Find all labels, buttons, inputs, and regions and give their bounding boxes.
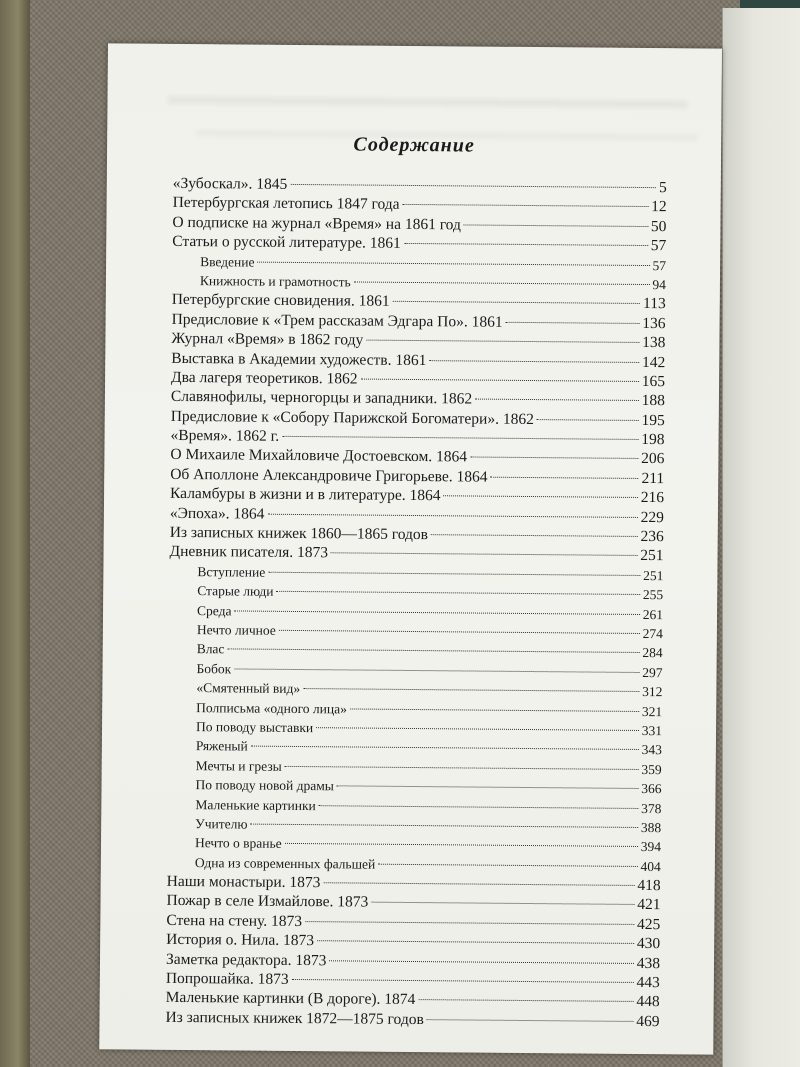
toc-entry-title: Пожар в селе Измайлове. 1873	[166, 892, 369, 912]
dot-leader	[337, 785, 638, 789]
toc-entry-page: 359	[641, 761, 662, 777]
dot-leader	[250, 823, 637, 827]
toc-entry-page: 50	[650, 217, 667, 235]
toc-entry-page: 469	[636, 1012, 660, 1030]
toc-entry-page: 57	[652, 257, 667, 273]
toc-entry-title: Славянофилы, черногорцы и западники. 1862	[170, 388, 473, 408]
toc-entry-page: 343	[641, 742, 662, 758]
toc-entry-page: 284	[642, 645, 663, 661]
facing-page-edge	[722, 8, 800, 1067]
toc-entry-title: Два лагеря теоретиков. 1862	[171, 368, 358, 388]
toc-entry-title: Каламбуры в жизни и в литературе. 1864	[170, 485, 441, 505]
toc-entry-title: Об Аполлоне Александровиче Григорьеве. 1864	[170, 465, 488, 486]
dot-leader	[303, 688, 639, 692]
toc-entry-title: Мечты и грезы	[195, 757, 282, 774]
toc-entry-page: 216	[640, 489, 665, 507]
dot-leader	[443, 496, 637, 499]
toc-entry-page: 206	[641, 450, 665, 468]
toc-entry-page: 388	[640, 819, 662, 836]
toc-entry-title: Петербургская летопись 1847 года	[172, 194, 400, 214]
dot-leader	[393, 301, 640, 304]
toc-entry-page: 12	[651, 198, 667, 216]
dot-leader	[470, 457, 638, 459]
toc-entry-title: Выставка в Академии художеств. 1861	[171, 349, 427, 369]
toc-entry-page: 195	[641, 411, 665, 429]
toc-entry-page: 425	[637, 915, 661, 934]
dot-leader	[371, 902, 634, 905]
toc-entry-title: Одна из современных фальшей	[194, 854, 376, 872]
toc-entry-page: 229	[640, 508, 664, 526]
toc-entry-page: 404	[640, 858, 661, 874]
toc-entry-title: Бобок	[196, 660, 232, 677]
dot-leader	[267, 513, 637, 517]
toc-entry-title: Влас	[196, 641, 225, 657]
dot-leader	[403, 204, 649, 207]
toc-entry-title: О Михаиле Михайловиче Достоевском. 1864	[170, 446, 468, 466]
toc-entry-page: 113	[642, 295, 666, 313]
dot-leader	[234, 668, 639, 673]
dot-leader	[429, 360, 639, 363]
toc-entry-title: Дневник писателя. 1873	[169, 543, 329, 562]
dot-leader	[282, 436, 638, 440]
dot-leader	[279, 630, 640, 634]
toc-entry-page: 418	[637, 877, 661, 895]
toc-entry-page: 251	[643, 567, 664, 583]
toc-entry-page: 136	[642, 314, 666, 332]
dot-leader	[350, 708, 639, 712]
dot-leader	[361, 378, 639, 381]
toc-entry-title: «Эпоха». 1864	[169, 504, 265, 523]
toc-entry-page: 274	[642, 625, 663, 642]
toc-entry-page: 297	[642, 664, 663, 680]
toc-entry-page: 5	[658, 179, 667, 197]
dot-leader	[427, 1019, 633, 1022]
dot-leader	[537, 419, 639, 421]
dot-leader	[251, 746, 639, 750]
toc-entry-page: 378	[641, 800, 662, 816]
book-page	[99, 43, 722, 1054]
toc-entry-title: Маленькие картинки (В дороге). 1874	[165, 989, 416, 1009]
toc-entry-title: «Зубоскал». 1845	[172, 174, 288, 193]
toc-entry	[165, 1008, 659, 1032]
toc-entry-title: Стена на стену. 1873	[166, 911, 303, 930]
toc-entry-page: 421	[637, 896, 661, 914]
book-cover-edge	[0, 0, 30, 1067]
dot-leader	[285, 766, 639, 770]
toc-entry-title: «Время». 1862 г.	[170, 426, 280, 445]
toc-entry-title: Нечто о вранье	[194, 835, 282, 852]
toc-entry-title: Предисловие к «Собору Парижской Богоматери». 1862	[170, 407, 534, 428]
toc-entry-title: Наши монастыри. 1873	[166, 872, 321, 892]
toc-entry-title: О подписке на журнал «Время» на 1861 год	[172, 213, 461, 234]
dot-leader	[431, 534, 637, 537]
toc-entry-page: 366	[641, 781, 662, 797]
toc-entry-page: 236	[640, 528, 664, 546]
toc-entry-page: 188	[641, 392, 665, 410]
toc-entry-title: Вступление	[197, 563, 266, 580]
dot-leader	[464, 224, 648, 227]
toc-entry-title: Старые люди	[197, 583, 274, 599]
dot-leader	[404, 243, 648, 246]
toc-entry-page: 261	[642, 606, 664, 622]
dot-leader	[234, 610, 639, 615]
toc-entry-page: 251	[640, 547, 664, 565]
dot-leader	[331, 553, 637, 557]
dot-leader	[316, 727, 639, 731]
page-title: Содержание	[353, 133, 475, 157]
toc-entry-title: Полписьма «одного лица»	[196, 699, 347, 716]
toc-entry-title: Из записных книжек 1860—1865 годов	[169, 523, 429, 544]
toc-entry-title: Статьи о русской литературе. 1861	[172, 233, 401, 253]
toc-entry-page: 312	[642, 684, 663, 700]
toc-entry-title: Из записных книжек 1872—1875 годов	[165, 1008, 424, 1028]
toc-entry-page: 448	[636, 993, 660, 1011]
dot-leader	[354, 281, 650, 285]
toc-entry-page: 142	[641, 353, 666, 371]
table-of-contents	[165, 174, 666, 1031]
toc-entry-title: По поводу выставки	[195, 719, 314, 736]
dot-leader	[285, 843, 638, 847]
toc-entry-title: По поводу новой драмы	[195, 777, 334, 794]
toc-entry-page: 138	[642, 334, 666, 352]
dot-leader	[491, 477, 639, 479]
toc-entry-page: 255	[642, 587, 664, 603]
dot-leader	[277, 591, 640, 595]
toc-entry-title: Предисловие к «Трем рассказам Эдгара По». 1861	[171, 310, 503, 331]
toc-entry-page: 57	[650, 237, 667, 255]
toc-entry-page: 443	[636, 973, 660, 992]
toc-entry-title: История о. Нила. 1873	[166, 931, 315, 950]
dot-leader	[475, 399, 639, 401]
toc-entry-page: 438	[636, 954, 661, 972]
dot-leader	[258, 261, 650, 265]
toc-entry-page: 430	[636, 935, 661, 953]
toc-entry-title: Учителю	[195, 816, 248, 832]
toc-entry-page: 165	[641, 372, 666, 391]
toc-entry-page: 94	[652, 277, 666, 293]
toc-entry-page: 321	[641, 703, 663, 719]
bleed-through-text	[167, 96, 687, 109]
toc-entry-title: Журнал «Время» в 1862 году	[171, 330, 364, 349]
toc-entry-title: Попрошайка. 1873	[165, 969, 289, 988]
dot-leader	[329, 960, 633, 964]
dot-leader	[319, 805, 638, 809]
dot-leader	[506, 322, 640, 324]
toc-entry-title: Среда	[197, 602, 232, 619]
toc-entry-title: Нечто личное	[196, 622, 276, 638]
dot-leader	[317, 940, 634, 944]
dot-leader	[292, 979, 634, 983]
dot-leader	[418, 999, 633, 1002]
toc-entry-page: 211	[641, 469, 665, 488]
toc-entry-title: Введение	[200, 253, 255, 270]
toc-entry-title: Ряженый	[195, 738, 248, 754]
dot-leader	[378, 863, 637, 866]
toc-entry-page: 394	[640, 839, 662, 855]
toc-entry-page: 198	[641, 431, 665, 449]
dot-leader	[323, 882, 634, 886]
toc-entry-title: Книжность и грамотность	[199, 273, 351, 290]
toc-entry-page: 331	[641, 722, 663, 739]
dot-leader	[290, 184, 656, 188]
dot-leader	[268, 572, 640, 576]
dot-leader	[227, 649, 639, 654]
dot-leader	[366, 340, 639, 343]
toc-entry-title: «Смятенный вид»	[196, 680, 301, 697]
toc-entry-title: Заметка редактора. 1873	[165, 950, 327, 969]
toc-entry-title: Петербургские сновидения. 1861	[171, 291, 390, 311]
dot-leader	[305, 921, 634, 925]
toc-entry-title: Маленькие картинки	[195, 796, 316, 813]
